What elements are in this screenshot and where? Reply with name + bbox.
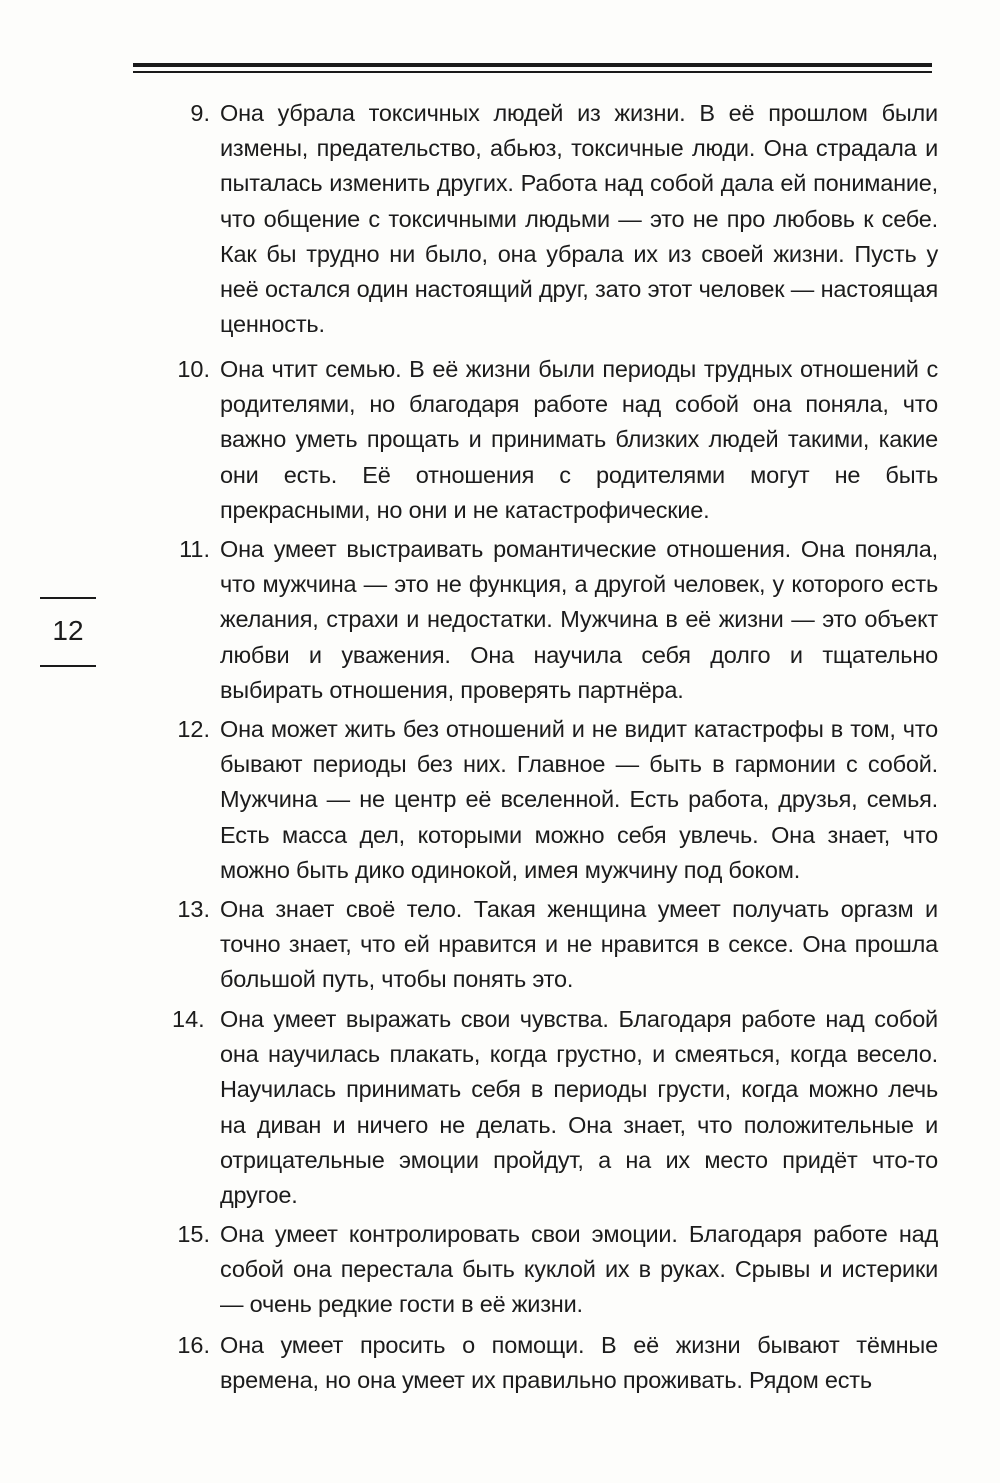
list-item-number: 16. <box>177 1332 210 1358</box>
list-item-text: Она убрала токсичных людей из жизни. В её прошлом были измены, предательство, абьюз, токсичные люди. Она страдала и пыталась изменить других. Работа над собой дала ей понимание, что общение с токсичными людьми — это не про любовь к себе. Как бы трудно ни было, она убрала их из своей жизни. Пусть у неё остался один настоящий друг, зато этот человек — настоящая ценность. <box>220 100 938 338</box>
list-item-number: 14. <box>172 1006 205 1032</box>
list-item <box>158 352 938 528</box>
list-item <box>158 532 938 708</box>
list-item-text: Она чтит семью. В её жизни были периоды трудных отношений с родителями, но благодаря работе над собой она поняла, что важно уметь прощать и принимать близких людей такими, какие они есть. Её отношения с родителями могут не быть прекрасными, но они и не катастрофические. <box>220 356 938 523</box>
list-item-text: Она умеет контролировать свои эмоции. Благодаря работе над собой она перестала быть куклой их в руках. Срывы и истерики — очень редкие гости в её жизни. <box>220 1221 938 1318</box>
list-item-text: Она может жить без отношений и не видит катастрофы в том, что бывают периоды без них. Главное — быть в гармонии с собой. Мужчина — не центр её вселенной. Есть работа, друзья, семья. Есть масса дел, которыми можно себя увлечь. Она знает, что можно быть дико одинокой, имея мужчину под боком. <box>220 716 938 883</box>
list-item-text: Она умеет выстраивать романтические отношения. Она поняла, что мужчина — это не функция, а другой человек, у которого есть желания, страхи и недостатки. Мужчина в её жизни — это объект любви и уважения. Она научила себя долго и тщательно выбирать отношения, проверять партнёра. <box>220 536 938 703</box>
page-number: 12 <box>52 615 84 646</box>
list-item <box>158 892 938 998</box>
list-item-number: 12. <box>177 716 210 742</box>
list-item <box>158 1328 938 1398</box>
list-item-number: 11. <box>179 536 210 562</box>
list-item <box>158 1217 938 1323</box>
header-rule-thick <box>133 63 932 67</box>
list-item-number: 9. <box>190 100 210 126</box>
list-item-text: Она знает своё тело. Такая женщина умеет получать оргазм и точно знает, что ей нравится и не нравится в сексе. Она прошла большой путь, чтобы понять это. <box>220 896 938 993</box>
list-item-number: 15. <box>177 1221 210 1247</box>
list-item-number: 13. <box>177 896 210 922</box>
page-number-rule-bottom <box>40 665 96 667</box>
list-item-number: 10. <box>177 356 210 382</box>
list-item <box>158 1002 938 1213</box>
list-item-text: Она умеет выражать свои чувства. Благодаря работе над собой она научилась плакать, когда грустно, и смеяться, когда весело. Научилась принимать себя в периоды грусти, когда можно лечь на диван и ничего не делать. Она знает, что положительные и отрицательные эмоции пройдут, а на их место придёт что-то другое. <box>220 1006 938 1209</box>
page-number-block <box>40 597 100 667</box>
header-rule-thin <box>133 71 932 73</box>
list-item-text: Она умеет просить о помощи. В её жизни бывают тёмные времена, но она умеет их правильно проживать. Рядом есть <box>220 1332 938 1394</box>
list-item <box>158 712 938 888</box>
list-item <box>158 96 938 342</box>
